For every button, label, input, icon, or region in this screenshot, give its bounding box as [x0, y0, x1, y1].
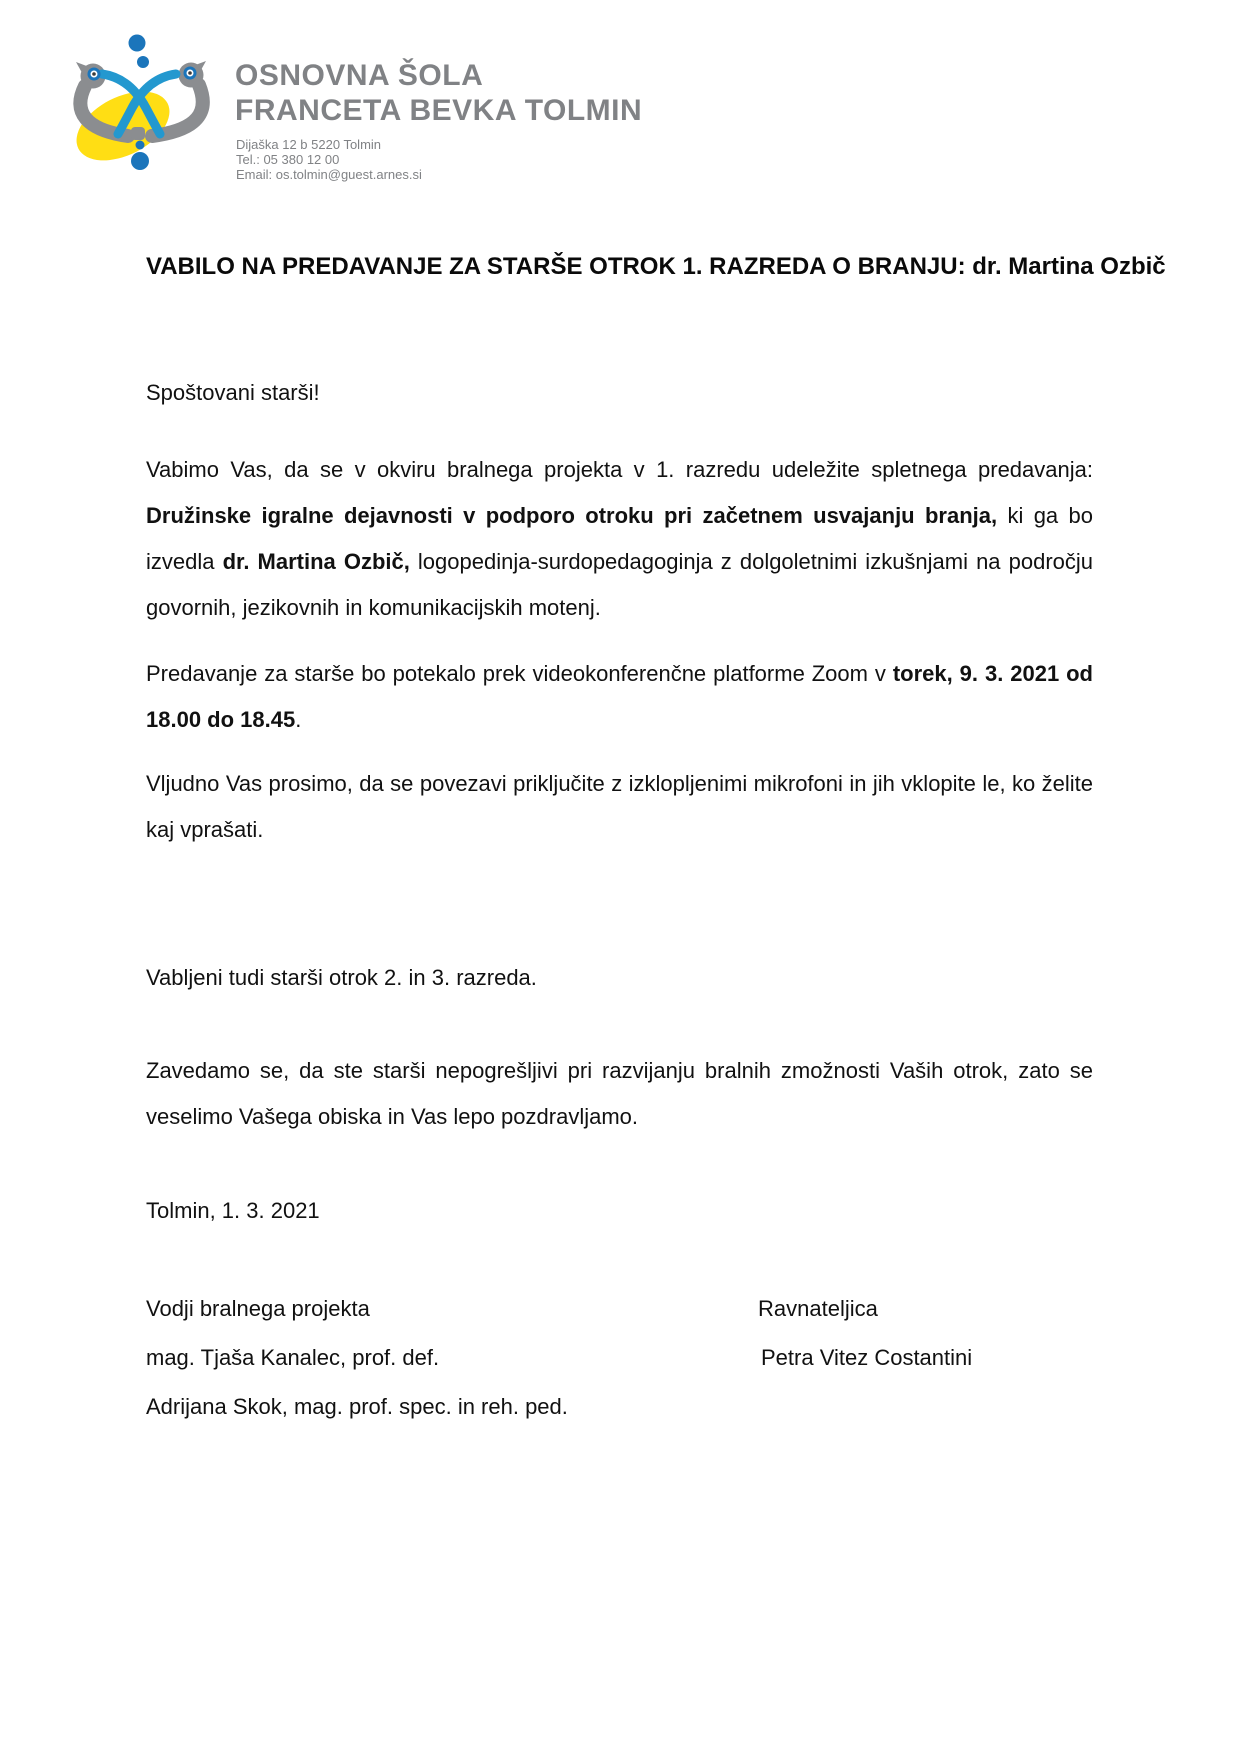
logo-top-dot: [129, 35, 146, 52]
logo-lower-dot: [136, 141, 145, 150]
logo-right-pupil: [188, 71, 192, 75]
school-address: Dijaška 12 b 5220 Tolmin: [236, 137, 382, 152]
paragraph-invitation: Vabimo Vas, da se v okviru bralnega projekta v 1. razredu udeležite spletnega predavanja: Družinske igralne dejavnosti v podporo otroku pri začetnem usvajanju branja, ki ga bo izvedla dr. Martina Ozbič, logopedinja-surdopedagoginja z dolgoletnimi izkušnjami na področju govornih, jezikovnih in komunikacijskih motenj.: [146, 457, 1094, 620]
logo-left-pupil: [92, 72, 96, 76]
paragraph-other-grades: Vabljeni tudi starši otrok 2. in 3. razreda.: [146, 965, 537, 990]
school-name-line2: FRANCETA BEVKA TOLMIN: [235, 94, 643, 127]
logo-center-nub: [131, 127, 145, 140]
place-date: Tolmin, 1. 3. 2021: [146, 1198, 320, 1223]
signature-left-role: Vodji bralnega projekta: [146, 1296, 370, 1321]
logo-upper-dot: [137, 56, 149, 68]
school-email: Email: os.tolmin@guest.arnes.si: [236, 167, 422, 182]
signature-right-name: Petra Vitez Costantini: [761, 1345, 973, 1370]
salutation: Spoštovani starši!: [146, 380, 320, 405]
logo-bottom-dot: [131, 152, 149, 170]
signature-left-name-1: mag. Tjaša Kanalec, prof. def.: [146, 1345, 440, 1370]
school-name-line1: OSNOVNA ŠOLA: [235, 59, 484, 92]
paragraph-schedule: Predavanje za starše bo potekalo prek videokonferenčne platforme Zoom v torek, 9. 3. 2021 od 18.00 do 18.45.: [146, 661, 1093, 732]
paragraph-farewell: Zavedamo se, da ste starši nepogrešljivi pri razvijanju bralnih zmožnosti Vaših otrok, zato se veselimo Vašega obiska in Vas lepo pozdravljamo.: [146, 1058, 1093, 1129]
signature-left-name-2: Adrijana Skok, mag. prof. spec. in reh. ped.: [146, 1394, 568, 1419]
paragraph-microphones: Vljudno Vas prosimo, da se povezavi priključite z izklopljenimi mikrofoni in jih vklopite le, ko želite kaj vprašati.: [146, 771, 1093, 842]
school-name: [235, 58, 642, 128]
school-contact: [236, 137, 422, 182]
signature-right-role: Ravnateljica: [758, 1296, 878, 1321]
letter-title: VABILO NA PREDAVANJE ZA STARŠE OTROK 1. RAZREDA O BRANJU: dr. Martina Ozbič: [146, 253, 1166, 280]
school-logo-icon: [58, 28, 210, 190]
school-phone: Tel.: 05 380 12 00: [236, 152, 340, 167]
